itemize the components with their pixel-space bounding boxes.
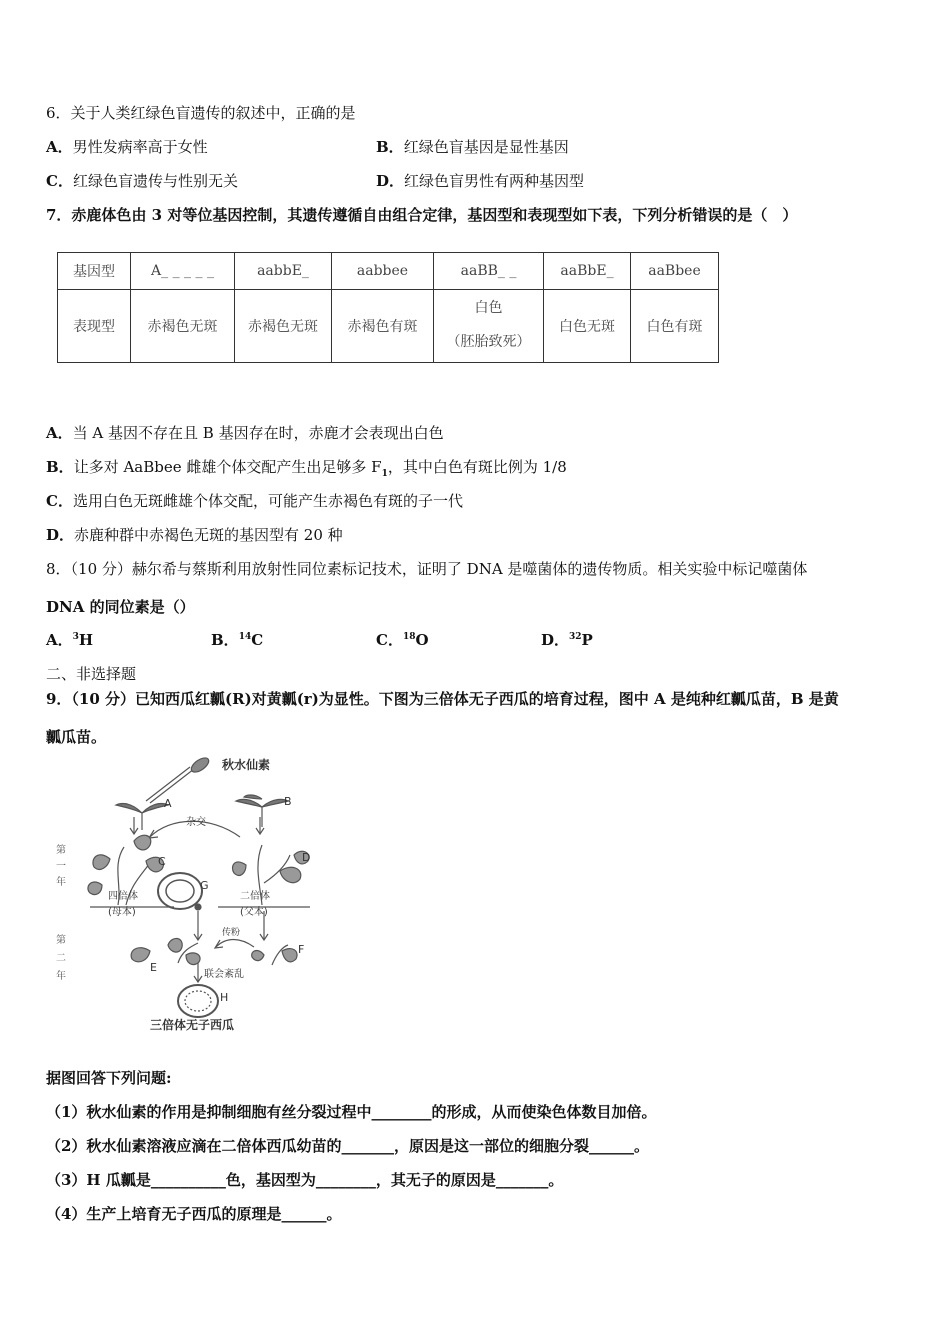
- label-c: C: [158, 855, 166, 868]
- table-cell: [434, 290, 544, 363]
- dropper-icon: [146, 755, 211, 803]
- pollinator-plant-icon: [252, 945, 297, 965]
- label-synapsis: 联会紊乱: [204, 969, 244, 980]
- q6-option-a: A．男性发病率高于女性: [46, 138, 208, 156]
- seedless-watermelon-icon: [178, 985, 218, 1017]
- label-year1-3: 年: [56, 877, 66, 888]
- q9-subq-2: （2）秋水仙素溶液应滴在二倍体西瓜幼苗的_______，原因是这一部位的细胞分裂______。: [46, 1137, 649, 1155]
- q8-option-a: A．$^3$H: [46, 631, 94, 649]
- q9-subq-4: （4）生产上培育无子西瓜的原理是______。: [46, 1205, 342, 1223]
- q6-stem: 6．关于人类红绿色盲遗传的叙述中，正确的是: [46, 104, 356, 122]
- label-colchicine: 秋水仙素: [222, 758, 271, 772]
- table-row: [58, 253, 719, 290]
- seedling-a-icon: [116, 803, 168, 830]
- q6-option-c: C．红绿色盲遗传与性别无关: [46, 172, 238, 190]
- table-row: [58, 290, 719, 363]
- label-b: B: [284, 795, 292, 808]
- label-diploid: 二倍体: [240, 891, 270, 902]
- label-cross: 杂交: [186, 817, 206, 828]
- triploid-plant-icon: [131, 938, 200, 964]
- q8-stem-line1: 8．（10 分）赫尔希与蔡斯利用放射性同位素标记技术，证明了 DNA 是噬菌体的遗传物质。相关实验中标记噬菌体: [46, 560, 808, 578]
- label-tetraploid: 四倍体: [108, 891, 138, 902]
- q9-subq-3: （3）H 瓜瓤是__________色，基因型为________，其无子的原因是_______。: [46, 1171, 564, 1189]
- q8-option-b: B．$^{14}$C: [211, 631, 264, 649]
- fruit-g-icon: [158, 873, 202, 909]
- q9-stem-line1: 9．（10 分）已知西瓜红瓤(R)对黄瓤(r)为显性。下图为三倍体无子西瓜的培育过程，图中 A 是纯种红瓤瓜苗，B 是黄: [46, 690, 839, 708]
- table-cell: 白色有斑: [631, 290, 719, 363]
- q7-option-b: B．让多对 AaBbee 雌雄个体交配产生出足够多 $F_1$，其中白色有斑比例为 1/8: [46, 458, 567, 479]
- table-cell: 赤褐色有斑: [332, 290, 434, 363]
- phenotype-note: （胚胎致死）: [446, 334, 531, 350]
- label-mother: (母本): [108, 907, 136, 918]
- seedling-b-icon: [236, 795, 288, 827]
- label-year2-1: 第: [56, 935, 66, 946]
- table-cell: 白色无斑: [544, 290, 631, 363]
- table-cell: aaBB_ _: [434, 253, 544, 290]
- q8-option-c: C．$^{18}$O: [376, 631, 429, 649]
- table-cell: 赤褐色无斑: [131, 290, 235, 363]
- label-e: E: [150, 961, 157, 974]
- label-f: F: [298, 943, 305, 956]
- table-cell: aabbE_: [235, 253, 332, 290]
- label-h: H: [220, 991, 229, 1004]
- table-cell: A_ _ _ _ _: [131, 253, 235, 290]
- q9-subq-1: （1）秋水仙素的作用是抑制细胞有丝分裂过程中________的形成，从而使染色体数目加倍。: [46, 1103, 657, 1121]
- q7-option-c: C．选用白色无斑雌雄个体交配，可能产生赤褐色有斑的子一代: [46, 492, 463, 510]
- q7-option-a: A．当 A 基因不存在且 B 基因存在时，赤鹿才会表现出白色: [46, 424, 444, 442]
- q9-prompt: 据图回答下列问题:: [46, 1069, 172, 1087]
- label-triploid: 三倍体无子西瓜: [150, 1018, 235, 1032]
- q8-option-d: D．$^{32}$P: [541, 631, 593, 649]
- q6-option-d: D．红绿色盲男性有两种基因型: [376, 172, 585, 190]
- table-cell: aaBbE_: [544, 253, 631, 290]
- label-year1-2: 一: [56, 861, 66, 872]
- watermelon-breeding-diagram: [50, 755, 340, 1035]
- label-a: A: [164, 797, 172, 810]
- q8-stem-line2: DNA 的同位素是（）: [46, 598, 195, 616]
- label-year2-2: 二: [56, 953, 66, 964]
- label-d: D: [302, 851, 311, 864]
- table-cell: 赤褐色无斑: [235, 290, 332, 363]
- label-g: G: [200, 879, 209, 892]
- q6-option-b: B．红绿色盲基因是显性基因: [376, 138, 569, 156]
- label-year1-1: 第: [56, 845, 66, 856]
- section-heading: 二、非选择题: [46, 665, 137, 683]
- q9-stem-line2: 瓤瓜苗。: [46, 728, 107, 746]
- table-header-genotype: 基因型: [58, 253, 131, 290]
- table-cell: aabbee: [332, 253, 434, 290]
- label-father: (父本): [240, 907, 268, 918]
- table-cell: aaBbee: [631, 253, 719, 290]
- phenotype-white: 白色: [474, 300, 503, 316]
- label-pollinate: 传粉: [222, 928, 241, 938]
- q7-option-d: D．赤鹿种群中赤褐色无斑的基因型有 20 种: [46, 526, 343, 544]
- label-year2-3: 年: [56, 971, 66, 982]
- genotype-table: [57, 252, 719, 363]
- table-header-phenotype: 表现型: [58, 290, 131, 363]
- q7-stem: 7．赤鹿体色由 3 对等位基因控制，其遗传遵循自由组合定律，基因型和表现型如下表，下列分析错误的是（ ）: [46, 206, 798, 224]
